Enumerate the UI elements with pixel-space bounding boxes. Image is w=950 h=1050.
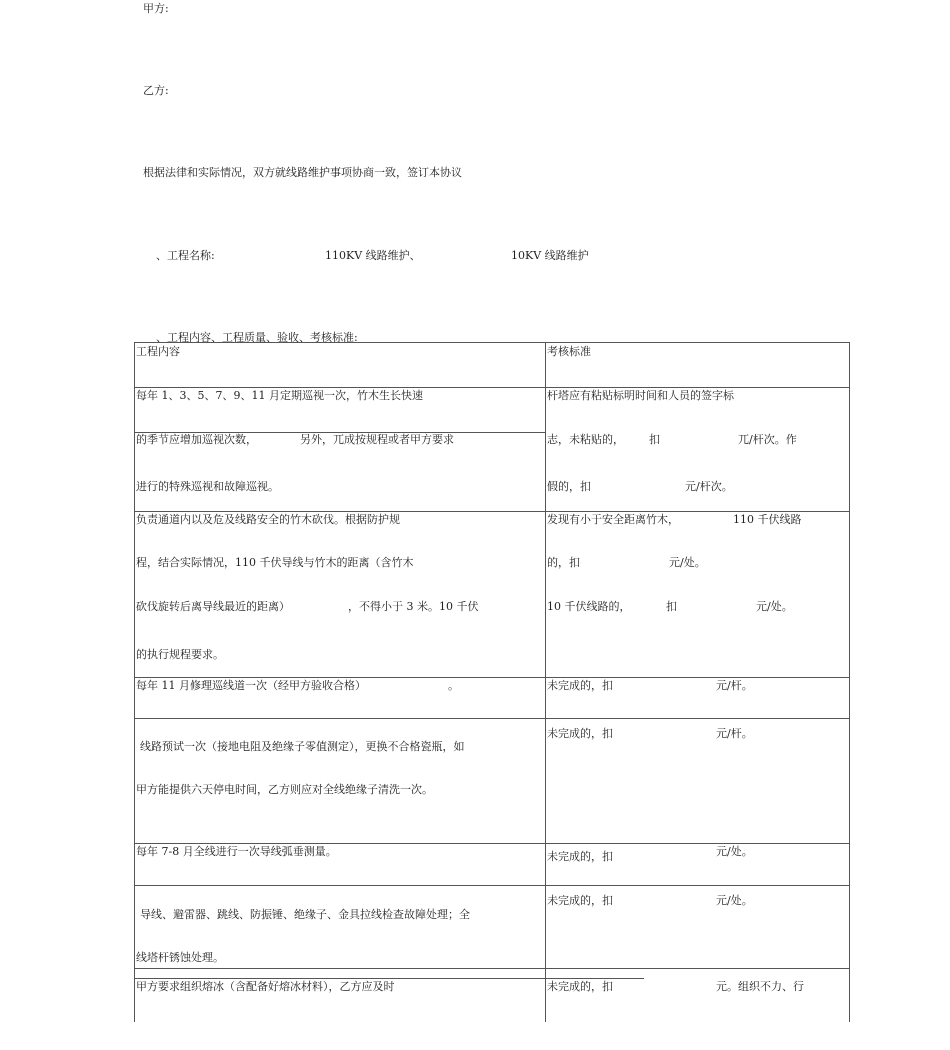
row1-standard-line2b: 扣 (649, 433, 660, 446)
row2-standard-line1b: 110 千伏线路 (733, 513, 802, 526)
row4-content-line2: 甲方能提供六天停电时间，乙方则应对全线绝缘子清洗一次。 (136, 783, 433, 796)
row2-content-line4: 的执行规程要求。 (136, 648, 224, 661)
party-a-label: 甲方: (143, 2, 169, 15)
row2-content-line3a: 砍伐旋转后离导线最近的距离） (136, 600, 290, 613)
row3-content-line1b: 。 (448, 679, 459, 692)
row5-content-line1: 每年 7-8 月全线进行一次导线弧垂测量。 (136, 845, 337, 858)
row1-standard-line3b: 元/杆次。 (685, 480, 733, 493)
row6-content-line1: 导线、避雷器、跳线、防振锤、绝缘子、金具拉线检查故障处理；全 (140, 908, 470, 921)
row1-content-line2: 的季节应增加巡视次数， (136, 433, 257, 446)
row1-content-line2b: 另外，兀成按规程或者甲方要求 (300, 433, 454, 446)
row2-standard-line3c: 元/处。 (756, 600, 793, 613)
row1-content-line3: 进行的特殊巡视和故障巡视。 (136, 480, 279, 493)
table-header-standard: 考核标准 (547, 345, 591, 358)
row2-content-line1: 负责通道内以及危及线路安全的竹木砍伐。根据防护规 (136, 513, 400, 526)
row2-content-line3b: ，不得小于 3 米。10 千伏 (348, 600, 479, 613)
row6-content-line2: 线塔杆锈蚀处理。 (136, 951, 224, 964)
row5-standard-line1b: 元/处。 (716, 845, 753, 858)
row3-standard-line1a: 未完成的，扣 (547, 679, 613, 692)
row1-standard-line2a: 志，未粘贴的， (547, 433, 624, 446)
row2-standard-line2b: 元/处。 (669, 556, 706, 569)
row4-content-line1: 线路预试一次（接地电阻及绝缘子零值测定），更换不合格瓷瓶，如 (140, 740, 465, 753)
row6-standard-line1b: 元/处。 (716, 894, 753, 907)
row1-content-line1: 每年 1、3、5、7、9、11 月定期巡视一次，竹木生长快速 (136, 389, 423, 402)
row1-standard-line3a: 假的，扣 (547, 480, 591, 493)
row2-standard-line3a: 10 千伏线路的， (547, 600, 631, 613)
row2-content-line2: 程，结合实际情况，110 千伏导线与竹木的距离（含竹木 (136, 556, 414, 569)
row4-standard-line1a: 未完成的，扣 (547, 727, 613, 740)
row7-standard-line1a: 未完成的，扣 (547, 980, 613, 993)
row6-standard-line1a: 未完成的，扣 (547, 894, 613, 907)
row4-standard-line1b: 元/杆。 (716, 727, 753, 740)
project-name-item-10kv: 10KV 线路维护 (511, 249, 589, 262)
row1-standard-line1: 杆塔应有粘贴标明时间和人员的签字标 (547, 389, 734, 402)
row2-standard-line2a: 的，扣 (547, 556, 580, 569)
row7-content-line1: 甲方要求组织熔冰（含配备好熔冰材料），乙方应及时 (136, 980, 395, 993)
row1-standard-line2c: 兀/杆次。作 (738, 433, 797, 446)
row5-standard-line1a: 未完成的，扣 (547, 850, 613, 863)
project-name-item-110kv: 110KV 线路维护、 (325, 249, 421, 262)
party-b-label: 乙方: (143, 84, 169, 97)
row2-standard-line3b: 扣 (666, 600, 677, 613)
row3-standard-line1b: 元/杆。 (716, 679, 753, 692)
table-header-content: 工程内容 (136, 345, 180, 358)
intro-text: 根据法律和实际情况，双方就线路维护事项协商一致，签订本协议 (143, 166, 462, 179)
project-name-label: 、工程名称: (156, 249, 215, 262)
section-content-label: 、工程内容、工程质量、验收、考核标准: (156, 331, 358, 344)
row7-standard-line1b: 元。组织不力、行 (716, 980, 804, 993)
row2-standard-line1a: 发现有小于安全距离竹木， (547, 513, 679, 526)
row3-content-line1a: 每年 11 月修理巡线道一次（经甲方验收合格） (136, 679, 366, 692)
